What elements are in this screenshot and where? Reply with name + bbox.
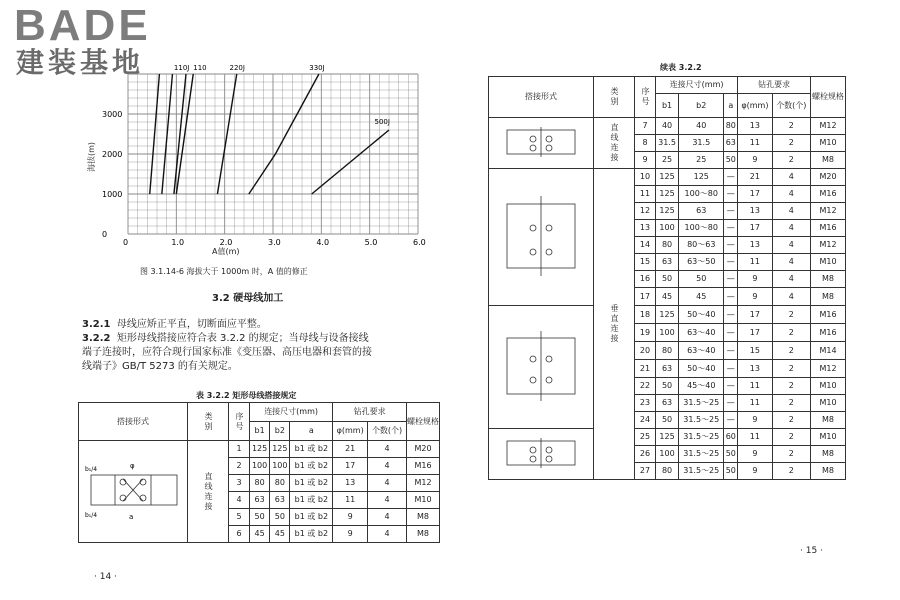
table-left-title: 表 3.2.2 矩形母线搭接规定 (196, 391, 297, 400)
cell: M16 (811, 220, 846, 237)
cell: — (724, 254, 738, 271)
diagram-cell (489, 429, 594, 480)
cell: — (724, 378, 738, 395)
cell: 9 (738, 271, 772, 288)
cell: 2 (772, 446, 810, 463)
cell: M14 (811, 342, 846, 360)
cell: M10 (811, 395, 846, 412)
cell: 100 (656, 220, 679, 237)
th-phi: φ(mm) (738, 94, 772, 118)
cell: 45 (679, 288, 724, 306)
cell: 9 (333, 526, 368, 543)
cell: b1 或 b2 (290, 458, 333, 475)
cell: 4 (772, 220, 810, 237)
th-form: 搭接形式 (489, 77, 594, 118)
cell: 2 (772, 412, 810, 429)
chart-ylabel: 海拔(m) (87, 141, 96, 172)
cell: 63 (724, 135, 738, 152)
x-tick-label: 4.0 (316, 238, 330, 247)
th-seq: 序号 (229, 403, 250, 441)
cell: 4 (772, 288, 810, 306)
x-tick-label: 3.0 (268, 238, 281, 247)
cell: 27 (635, 463, 656, 480)
cell: 4 (772, 186, 810, 203)
cell: 9 (738, 288, 772, 306)
diagram-cell (489, 118, 594, 169)
cell: — (724, 324, 738, 342)
cell: M10 (407, 492, 440, 509)
cell: M12 (811, 237, 846, 254)
lap-joint-diagram (493, 432, 589, 474)
cell: 2 (772, 429, 810, 446)
th-drill: 钻孔要求 (738, 77, 811, 94)
cell: 13 (738, 203, 772, 220)
diagram-cell (489, 306, 594, 429)
cell: 4 (772, 237, 810, 254)
cell: 11 (738, 135, 772, 152)
cell: 25 (656, 152, 679, 169)
cell: M12 (811, 203, 846, 220)
cell: b1 或 b2 (290, 441, 333, 458)
cell: — (724, 342, 738, 360)
th-size: 连接尺寸(mm) (656, 77, 738, 94)
cell: 63 (656, 360, 679, 378)
cell: 80 (656, 342, 679, 360)
cell: M10 (811, 135, 846, 152)
cell: 31.5～25 (679, 429, 724, 446)
th-seq: 序号 (635, 77, 656, 118)
cell: 7 (635, 118, 656, 135)
table-right (488, 76, 846, 480)
cell: 15 (738, 342, 772, 360)
section-title: 3.2 硬母线加工 (212, 293, 284, 304)
diagram-cell (489, 169, 594, 306)
cell: M12 (811, 360, 846, 378)
logo-text: BADE (14, 1, 151, 50)
x-tick-label: 0 (123, 238, 129, 247)
cell: 100～80 (679, 220, 724, 237)
series-line-220J (217, 74, 236, 194)
curve-label: 500J (374, 118, 390, 126)
cell: 50 (679, 271, 724, 288)
cell: 25 (635, 429, 656, 446)
series-line-110J (150, 74, 160, 194)
cell: 63 (656, 395, 679, 412)
clause-3-2-1: 3.2.1 母线应矫正平直，切断面应平整。 (82, 319, 267, 330)
cell: 45 (270, 526, 290, 543)
cell: 4 (368, 475, 407, 492)
cell: 25 (679, 152, 724, 169)
th-phi: φ(mm) (333, 422, 368, 441)
lap-joint-diagram (493, 121, 589, 163)
cell: M8 (811, 288, 846, 306)
cell: 4 (368, 458, 407, 475)
cell: 10 (635, 169, 656, 186)
th-a: a (724, 94, 738, 118)
th-size: 连接尺寸(mm) (250, 403, 333, 422)
cell: 31.5～25 (679, 463, 724, 480)
cell: M16 (407, 458, 440, 475)
cell: 125 (679, 169, 724, 186)
cell: 13 (333, 475, 368, 492)
cell: 50 (724, 152, 738, 169)
cell: — (724, 412, 738, 429)
cell: 13 (738, 118, 772, 135)
x-tick-label: 6.0 (413, 238, 426, 247)
cell: — (724, 203, 738, 220)
cell: 2 (772, 378, 810, 395)
cell: 63 (679, 203, 724, 220)
cell: M12 (407, 475, 440, 492)
th-form: 搭接形式 (79, 403, 188, 441)
cell: M20 (811, 169, 846, 186)
cell: 12 (635, 203, 656, 220)
cell: 2 (772, 342, 810, 360)
cell: 45 (250, 526, 270, 543)
cell: 4 (772, 254, 810, 271)
cell: 100 (656, 324, 679, 342)
cell: 40 (679, 118, 724, 135)
cell: 2 (772, 395, 810, 412)
th-b2: b2 (270, 422, 290, 441)
cell: 50 (724, 446, 738, 463)
cell: 125 (656, 186, 679, 203)
cell: 13 (738, 237, 772, 254)
cell: 125 (656, 306, 679, 324)
cell: 80～63 (679, 237, 724, 254)
cell: 50 (250, 509, 270, 526)
clause-block (82, 318, 442, 374)
cell: 20 (635, 342, 656, 360)
cell: — (724, 169, 738, 186)
cell: M10 (811, 254, 846, 271)
lap-joint-diagram (493, 317, 589, 415)
cell: 50 (656, 412, 679, 429)
cell: 2 (229, 458, 250, 475)
cell: 125 (656, 169, 679, 186)
cell: 45～40 (679, 378, 724, 395)
cell: 11 (635, 186, 656, 203)
cell: M8 (811, 412, 846, 429)
cell: 50～40 (679, 360, 724, 378)
cell: 9 (738, 152, 772, 169)
cell: 11 (333, 492, 368, 509)
cell: 9 (738, 463, 772, 480)
cell: 9 (738, 446, 772, 463)
curve-label: 110J (173, 64, 190, 72)
cell: b1 或 b2 (290, 475, 333, 492)
cell: 11 (738, 429, 772, 446)
lap-joint-diagram (83, 455, 183, 525)
series-line-330J (249, 74, 319, 194)
diagram-cell (79, 441, 188, 543)
cell: — (724, 360, 738, 378)
cell: 4 (368, 492, 407, 509)
cell: 2 (772, 118, 810, 135)
cell: 100 (656, 446, 679, 463)
cell: 19 (635, 324, 656, 342)
th-cat: 类别 (188, 403, 229, 441)
cell: 11 (738, 378, 772, 395)
cell: 2 (772, 463, 810, 480)
cell: 21 (635, 360, 656, 378)
curve-label: 330J (309, 64, 325, 72)
cell: 2 (772, 306, 810, 324)
cell: 63～50 (679, 254, 724, 271)
th-bolt: 螺栓规格 (811, 77, 846, 118)
table-left (78, 402, 440, 543)
y-tick-label: 1000 (102, 190, 123, 199)
curve-label: 110 (193, 64, 207, 72)
cell: M10 (811, 378, 846, 395)
x-tick-label: 5.0 (364, 238, 378, 247)
cell: 63～40 (679, 324, 724, 342)
cell: — (724, 306, 738, 324)
cell: 21 (333, 441, 368, 458)
cell: 50～40 (679, 306, 724, 324)
chart-xlabel: A值(m) (212, 247, 240, 256)
cell: 4 (772, 169, 810, 186)
y-tick-label: 3000 (102, 110, 123, 119)
cell: 4 (772, 271, 810, 288)
cell: — (724, 395, 738, 412)
cell: M16 (811, 306, 846, 324)
cell: 4 (229, 492, 250, 509)
th-count: 个数(个) (772, 94, 810, 118)
y-tick-label: 2000 (102, 150, 123, 159)
cell: 2 (772, 360, 810, 378)
cell: 4 (772, 203, 810, 220)
page-number-left: · 14 · (94, 572, 117, 582)
cell: 80 (250, 475, 270, 492)
cell: M10 (811, 429, 846, 446)
cell: 24 (635, 412, 656, 429)
cell: 31.5～25 (679, 446, 724, 463)
cell: 63 (250, 492, 270, 509)
cell: 17 (738, 186, 772, 203)
cell: 17 (738, 306, 772, 324)
svg-text:φ: φ (130, 462, 135, 470)
cell: 9 (333, 509, 368, 526)
svg-text:b₁/4: b₁/4 (85, 466, 98, 473)
cell: M20 (407, 441, 440, 458)
cell: 22 (635, 378, 656, 395)
y-tick-label: 0 (102, 230, 108, 239)
cell: 60 (724, 429, 738, 446)
cell: 17 (738, 220, 772, 237)
altitude-correction-chart (84, 62, 434, 262)
cell: 63～40 (679, 342, 724, 360)
cell: 9 (635, 152, 656, 169)
x-tick-label: 2.0 (219, 238, 233, 247)
cell: 50 (656, 271, 679, 288)
cell: 100～80 (679, 186, 724, 203)
th-a: a (290, 422, 333, 441)
cell: 80 (270, 475, 290, 492)
cell: 5 (229, 509, 250, 526)
table-right-category: 直线连接 (594, 118, 635, 169)
cell: — (724, 237, 738, 254)
cell: M16 (811, 324, 846, 342)
cell: 80 (656, 463, 679, 480)
cell: 21 (738, 169, 772, 186)
cell: M8 (407, 526, 440, 543)
cell: 100 (250, 458, 270, 475)
cell: 4 (368, 526, 407, 543)
th-drill: 钻孔要求 (333, 403, 407, 422)
cell: 14 (635, 237, 656, 254)
cell: 18 (635, 306, 656, 324)
cell: 63 (270, 492, 290, 509)
cell: 16 (635, 271, 656, 288)
cell: 2 (772, 135, 810, 152)
th-count: 个数(个) (368, 422, 407, 441)
th-bolt: 螺栓规格 (407, 403, 440, 441)
cell: M8 (811, 463, 846, 480)
cell: 6 (229, 526, 250, 543)
clause-3-2-2-end: 线端子》GB/T 5273 的有关规定。 (82, 361, 238, 372)
svg-text:a: a (129, 513, 134, 521)
cell: 11 (738, 395, 772, 412)
cell: 40 (656, 118, 679, 135)
cell: 17 (333, 458, 368, 475)
cell: 125 (656, 429, 679, 446)
cell: 17 (635, 288, 656, 306)
cell: 4 (368, 509, 407, 526)
cell: b1 或 b2 (290, 509, 333, 526)
cell: 13 (635, 220, 656, 237)
table-right-category: 垂直连接 (594, 169, 635, 480)
table-right-title: 续表 3.2.2 (660, 63, 702, 72)
cell: — (724, 186, 738, 203)
cell: b1 或 b2 (290, 492, 333, 509)
cell: M8 (811, 271, 846, 288)
cell: 3 (229, 475, 250, 492)
th-b1: b1 (250, 422, 270, 441)
th-b1: b1 (656, 94, 679, 118)
cell: 4 (368, 441, 407, 458)
cell: 11 (738, 254, 772, 271)
cell: 9 (738, 412, 772, 429)
cell: 23 (635, 395, 656, 412)
cell: 125 (656, 203, 679, 220)
cell: — (724, 271, 738, 288)
cell: — (724, 288, 738, 306)
cell: 80 (656, 237, 679, 254)
x-tick-label: 1.0 (171, 238, 185, 247)
th-b2: b2 (679, 94, 724, 118)
cell: 31.5～25 (679, 395, 724, 412)
logo-subtitle: 建装基地 (16, 46, 145, 79)
cell: 31.5 (679, 135, 724, 152)
table-left-category: 直线连接 (188, 441, 229, 543)
th-cat: 类别 (594, 77, 635, 118)
clause-3-2-2: 3.2.2 矩形母线搭接应符合表 3.2.2 的规定；当母线与设备接线 (82, 333, 369, 344)
cell: 15 (635, 254, 656, 271)
curve-label: 220J (229, 64, 245, 72)
lap-joint-diagram (493, 180, 589, 292)
series-line-110J (162, 74, 173, 194)
cell: 31.5 (656, 135, 679, 152)
cell: 17 (738, 324, 772, 342)
cell: 31.5～25 (679, 412, 724, 429)
cell: M8 (811, 152, 846, 169)
cell: 80 (724, 118, 738, 135)
cell: 125 (270, 441, 290, 458)
cell: M8 (811, 446, 846, 463)
cell: 1 (229, 441, 250, 458)
cell: 50 (724, 463, 738, 480)
cell: — (724, 220, 738, 237)
cell: 125 (250, 441, 270, 458)
figure-caption: 图 3.1.14-6 海拔大于 1000m 时，A 值的修正 (140, 267, 308, 276)
cell: 2 (772, 152, 810, 169)
cell: b1 或 b2 (290, 526, 333, 543)
cell: 26 (635, 446, 656, 463)
cell: M12 (811, 118, 846, 135)
cell: 100 (270, 458, 290, 475)
page-number-right: · 15 · (800, 546, 823, 556)
cell: 63 (656, 254, 679, 271)
clause-3-2-2-cont: 端子连接时，应符合现行国家标准《变压器、高压电器和套管的接 (82, 347, 372, 358)
cell: M8 (407, 509, 440, 526)
cell: 50 (656, 378, 679, 395)
cell: 2 (772, 324, 810, 342)
cell: 50 (270, 509, 290, 526)
cell: M16 (811, 186, 846, 203)
cell: 45 (656, 288, 679, 306)
svg-text:b₁/4: b₁/4 (85, 512, 98, 519)
cell: 13 (738, 360, 772, 378)
cell: 8 (635, 135, 656, 152)
